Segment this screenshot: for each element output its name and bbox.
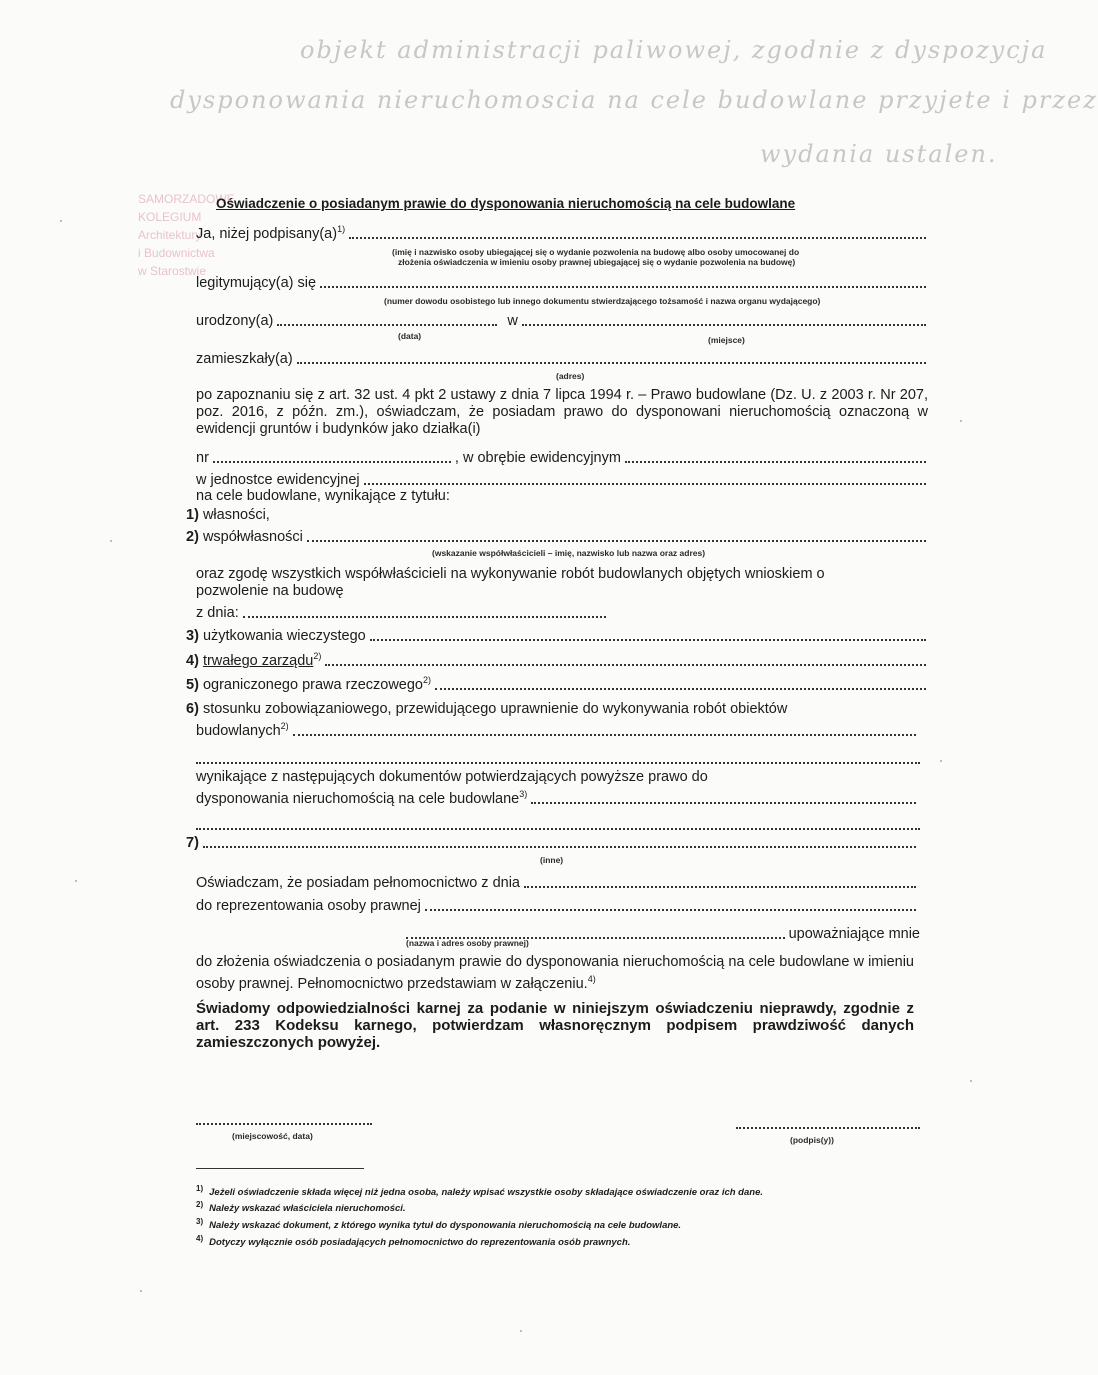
field-dokumenty[interactable] — [531, 802, 916, 804]
label-podpisany: Ja, niżej $podpisany(a)^{1)}$ — [196, 224, 346, 242]
label-budowlanych: budowlanych$^{2)}$ — [196, 721, 289, 739]
field-trwaly-zarzad[interactable] — [325, 664, 926, 666]
row-legitymujacy — [196, 271, 930, 293]
row-urodzony — [196, 309, 930, 331]
label-urodzony: urodzony(a) — [196, 313, 274, 329]
field-ograniczone-prawo[interactable] — [435, 688, 926, 690]
field-wspolwlasciciele[interactable] — [307, 540, 926, 542]
stamp-line: KOLEGIUM — [138, 210, 202, 224]
label-trwaly-zarzad: 4) trwałego zarządu$^{2)}$ — [186, 651, 322, 669]
field-nr-dzialki[interactable] — [213, 461, 451, 463]
field-legitymujacy[interactable] — [320, 286, 926, 288]
label-reprezentowania: do reprezentowania osoby prawnej — [196, 898, 421, 914]
note-miejscowosc-data: (miejscowość, data) — [232, 1131, 313, 1141]
field-dokumenty-2[interactable] — [196, 828, 920, 830]
row-pelnomocnictwo — [196, 871, 920, 893]
label-w: w — [507, 313, 518, 329]
row-ograniczone-prawo — [186, 673, 930, 695]
label-stosunek: 6) stosunku zobowiązaniowego, przewidującego uprawnienie do wykonywania robót obiektów — [186, 701, 788, 717]
note-imie-nazwisko-2: złożenia oświadczenia w imieniu osoby prawnej ubiegającej się o wydanie pozwolenia na budowę) — [398, 257, 796, 267]
footnote-3: $^{3)}$ Należy wskazać dokument, z którego wynika tytuł do dysponowania nieruchomością na cele budowlane. — [196, 1217, 682, 1232]
row-upowazniajace — [196, 922, 920, 944]
field-uzytkowanie[interactable] — [370, 639, 926, 641]
footnote-4: $^{4)}$ Dotyczy wyłącznie osób posiadających pełnomocnictwo do reprezentowania osób prawnych. — [196, 1234, 631, 1249]
field-obreb[interactable] — [625, 461, 926, 463]
scan-speck — [970, 1080, 972, 1082]
field-jednostka[interactable] — [364, 483, 926, 485]
footnote-1: $^{1)}$ Jeżeli oświadczenie składa więcej niż jedna osoba, należy wpisać wszystkie osoby składające oświadczenie oraz ich dane. — [196, 1184, 763, 1199]
label-dysponowania: dysponowania nieruchomością na cele budowlane$^{3)}$ — [196, 789, 528, 807]
footnote-2: $^{2)}$ Należy wskazać właściciela nieruchomości. — [196, 1200, 406, 1215]
field-stosunek[interactable] — [293, 734, 916, 736]
stamp-line: w Starostwie — [138, 264, 207, 278]
note-miejsce: (miejsce) — [708, 335, 745, 345]
field-z-dnia[interactable] — [243, 616, 606, 618]
label-ograniczone-prawo: 5) ograniczonego prawa rzeczowego$^{2)}$ — [186, 675, 432, 693]
field-inne[interactable] — [203, 846, 916, 848]
label-obreb: , w obrębie ewidencyjnym — [454, 450, 621, 466]
row-uzytkowanie — [186, 624, 930, 646]
field-miejscowosc-data[interactable] — [196, 1123, 372, 1125]
row-wspolwlasnosci — [186, 525, 930, 547]
note-imie-nazwisko-1: (imię i nazwisko osoby ubiegającej się o wydanie pozwolenia na budowę albo osoby umocowanej do — [392, 247, 800, 257]
note-adres: (adres) — [556, 371, 585, 381]
scan-speck — [940, 760, 942, 762]
note-inne: (inne) — [540, 855, 564, 865]
field-miejsce-urodzenia[interactable] — [522, 324, 926, 326]
label-zamieszkaly: zamieszkały(a) — [196, 351, 293, 367]
label-uzytkowanie: 3) użytkowania wieczystego — [186, 628, 366, 644]
ghost-handwriting — [0, 0, 1098, 190]
scan-speck — [75, 880, 77, 882]
row-stosunek — [196, 719, 920, 741]
row-zamieszkaly — [196, 347, 930, 369]
note-dowod: (numer dowodu osobistego lub innego dokumentu stwierdzającego tożsamość i nazwa organu wydającego) — [384, 296, 821, 306]
label-jednostka: w jednostce ewidencyjnej — [196, 472, 360, 488]
note-data: (data) — [398, 331, 422, 341]
note-nazwa-osoby-prawnej: (nazwa i adres osoby prawnej) — [406, 938, 529, 948]
row-dzialka — [196, 446, 930, 468]
label-wspolwlasnosci: 2) współwłasności — [186, 529, 303, 545]
row-inne — [186, 831, 920, 853]
note-podpis: (podpis(y)) — [790, 1135, 834, 1145]
note-wspolwlasciciele: (wskazanie współwłaścicieli – imię, nazwisko lub nazwa oraz adres) — [432, 548, 706, 558]
stamp-line: Architektury — [138, 228, 202, 242]
stamp-line: i Budownictwa — [138, 246, 215, 260]
label-dokumenty: wynikające z następujących dokumentów potwierdzających powyższe prawo do — [196, 769, 708, 785]
zlozenia-paragraph: do złożenia oświadczenia o posiadanym prawie do dysponowania nieruchomością na cele budowlane w imieniu osoby prawnej. Pełnomocnictwo przedstawiam w załączeniu.$^{4)}$ — [196, 954, 914, 992]
label-upowazniajace: upoważniające mnie — [788, 926, 920, 942]
label-legitymujacy: legitymujący(a) się — [196, 275, 317, 291]
stamp-line: SAMORZADOWE — [138, 192, 235, 206]
intro-paragraph: po zapoznaniu się z art. 32 ust. 4 pkt 2 ustawy z dnia 7 lipca 1994 r. – Prawo budowlane (Dz. U. z 2003 r. Nr 207, poz. 2016, z późn. zm.), oświadczam, że posiadam prawo do dysponowani nieruchomością oznaczoną w ewidencji gruntów i budynków jako działka(i) — [196, 387, 928, 437]
item-wlasnosci: 1) własności, — [186, 507, 270, 523]
row-dokumenty — [196, 787, 920, 809]
scan-speck — [60, 220, 62, 222]
field-podpisany[interactable] — [349, 237, 926, 239]
scan-speck — [140, 1290, 142, 1292]
field-osoba-prawna[interactable] — [425, 909, 916, 911]
label-pelnomocnictwo: Oświadczam, że posiadam pełnomocnictwo z dnia — [196, 875, 520, 891]
warning-paragraph: Świadomy odpowiedzialności karnej za podanie w niniejszym oświadczeniu nieprawdy, zgodnie z art. 233 Kodeksu karnego, potwierdzam własnoręcznym podpisem prawdziwość danych zamieszczonych powyżej. — [196, 1000, 914, 1051]
scan-speck — [520, 1330, 522, 1332]
row-osoba-prawna — [196, 894, 920, 916]
ghost-line-1: objekt administracji paliwowej, zgodnie z dyspozycja — [300, 36, 1048, 64]
footnote-divider — [196, 1168, 364, 1169]
label-cele-budowlane: na cele budowlane, wynikające z tytułu: — [196, 488, 450, 504]
row-trwaly-zarzad — [186, 649, 930, 671]
document-title: Oświadczenie o posiadanym prawie do dysponowania nieruchomością na cele budowlane — [216, 196, 796, 211]
label-z-dnia: z dnia: — [196, 605, 239, 621]
scan-speck — [110, 540, 112, 542]
label-nr: nr — [196, 450, 209, 466]
field-podpis[interactable] — [736, 1127, 920, 1129]
ghost-line-2: dysponowania nieruchomoscia na cele budowlane przyjete i przez — [170, 86, 1098, 114]
field-adres[interactable] — [297, 362, 926, 364]
ghost-line-3: wydania ustalen. — [760, 140, 998, 168]
zgoda-paragraph: oraz zgodę wszystkich współwłaścicieli na wykonywanie robót budowlanych objętych wnioskiem o pozwolenie na budowę — [196, 566, 825, 599]
label-inne: 7) — [186, 835, 199, 851]
field-pelnomocnictwo-data[interactable] — [524, 886, 916, 888]
scan-speck — [960, 420, 962, 422]
row-podpisany — [196, 222, 930, 244]
field-data-urodzenia[interactable] — [277, 324, 497, 326]
field-stosunek-2[interactable] — [196, 762, 920, 764]
row-z-dnia — [196, 601, 610, 623]
